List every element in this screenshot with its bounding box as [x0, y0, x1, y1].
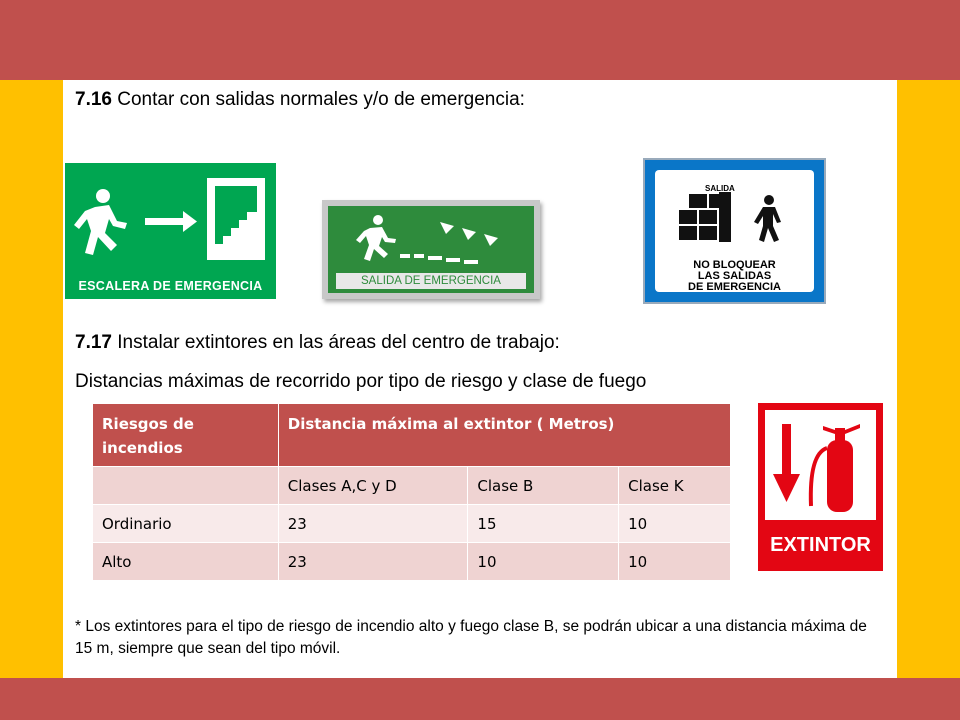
top-band [0, 0, 960, 80]
table-cell: 23 [278, 543, 468, 581]
table-row [93, 467, 731, 505]
extintor-distance-table [92, 403, 731, 581]
no-bloquear-label [655, 260, 814, 293]
header-riesgos: Riesgos de incendios [93, 404, 279, 467]
no-bloquear-top-label: SALIDA [705, 184, 735, 193]
table-row [93, 505, 731, 543]
footnote: * Los extintores para el tipo de riesgo de incendio alto y fuego clase B, se podrán ubicar a una distancia máxima de 15 m, siempre que sean del tipo móvil. [75, 618, 867, 657]
extintor-sign [758, 403, 883, 571]
section-text: Instalar extintores en las áreas del centro de trabajo: [117, 332, 560, 353]
table-cell: 15 [468, 505, 619, 543]
no-bloquear-sign-panel [655, 170, 814, 292]
table-cell: Alto [93, 543, 279, 581]
section-7-17-heading [75, 332, 560, 354]
table-cell: Clases A,C y D [278, 467, 468, 505]
extintor-sign-panel [765, 410, 876, 520]
right-side-band [897, 80, 960, 678]
section-number: 7.17 [75, 332, 112, 353]
header-distancia: Distancia máxima al extintor ( Metros) [278, 404, 730, 467]
table-cell [93, 467, 279, 505]
section-number: 7.16 [75, 89, 112, 110]
no-bloquear-line-3: DE EMERGENCIA [688, 281, 781, 293]
escalera-emergencia-sign [65, 163, 276, 299]
bottom-band [0, 678, 960, 720]
running-man-arrows-icon [328, 206, 534, 272]
table-cell: 10 [619, 505, 731, 543]
table-subtitle: Distancias máximas de recorrido por tipo de riesgo y clase de fuego [75, 371, 647, 392]
no-bloquear-line-1: NO BLOQUEAR [693, 259, 776, 271]
salida-emergencia-sign [328, 206, 534, 293]
salida-sign-label: SALIDA DE EMERGENCIA [361, 275, 501, 287]
table-cell: 10 [619, 543, 731, 581]
escalera-sign-label: ESCALERA DE EMERGENCIA [78, 279, 263, 293]
table-header-row [93, 404, 731, 467]
table-cell: Clase B [468, 467, 619, 505]
table-cell: 10 [468, 543, 619, 581]
section-text: Contar con salidas normales y/o de emergencia: [117, 89, 525, 110]
table-cell: 23 [278, 505, 468, 543]
section-7-16-heading [75, 89, 525, 111]
extintor-sign-label: EXTINTOR [770, 534, 871, 556]
table-cell: Clase K [619, 467, 731, 505]
blocked-exit-icon [655, 170, 814, 256]
no-bloquear-sign [643, 158, 826, 304]
table-cell: Ordinario [93, 505, 279, 543]
left-side-band [0, 80, 63, 678]
fire-extinguisher-icon [765, 410, 876, 520]
table-row [93, 543, 731, 581]
no-bloquear-line-2: LAS SALIDAS [697, 270, 772, 282]
